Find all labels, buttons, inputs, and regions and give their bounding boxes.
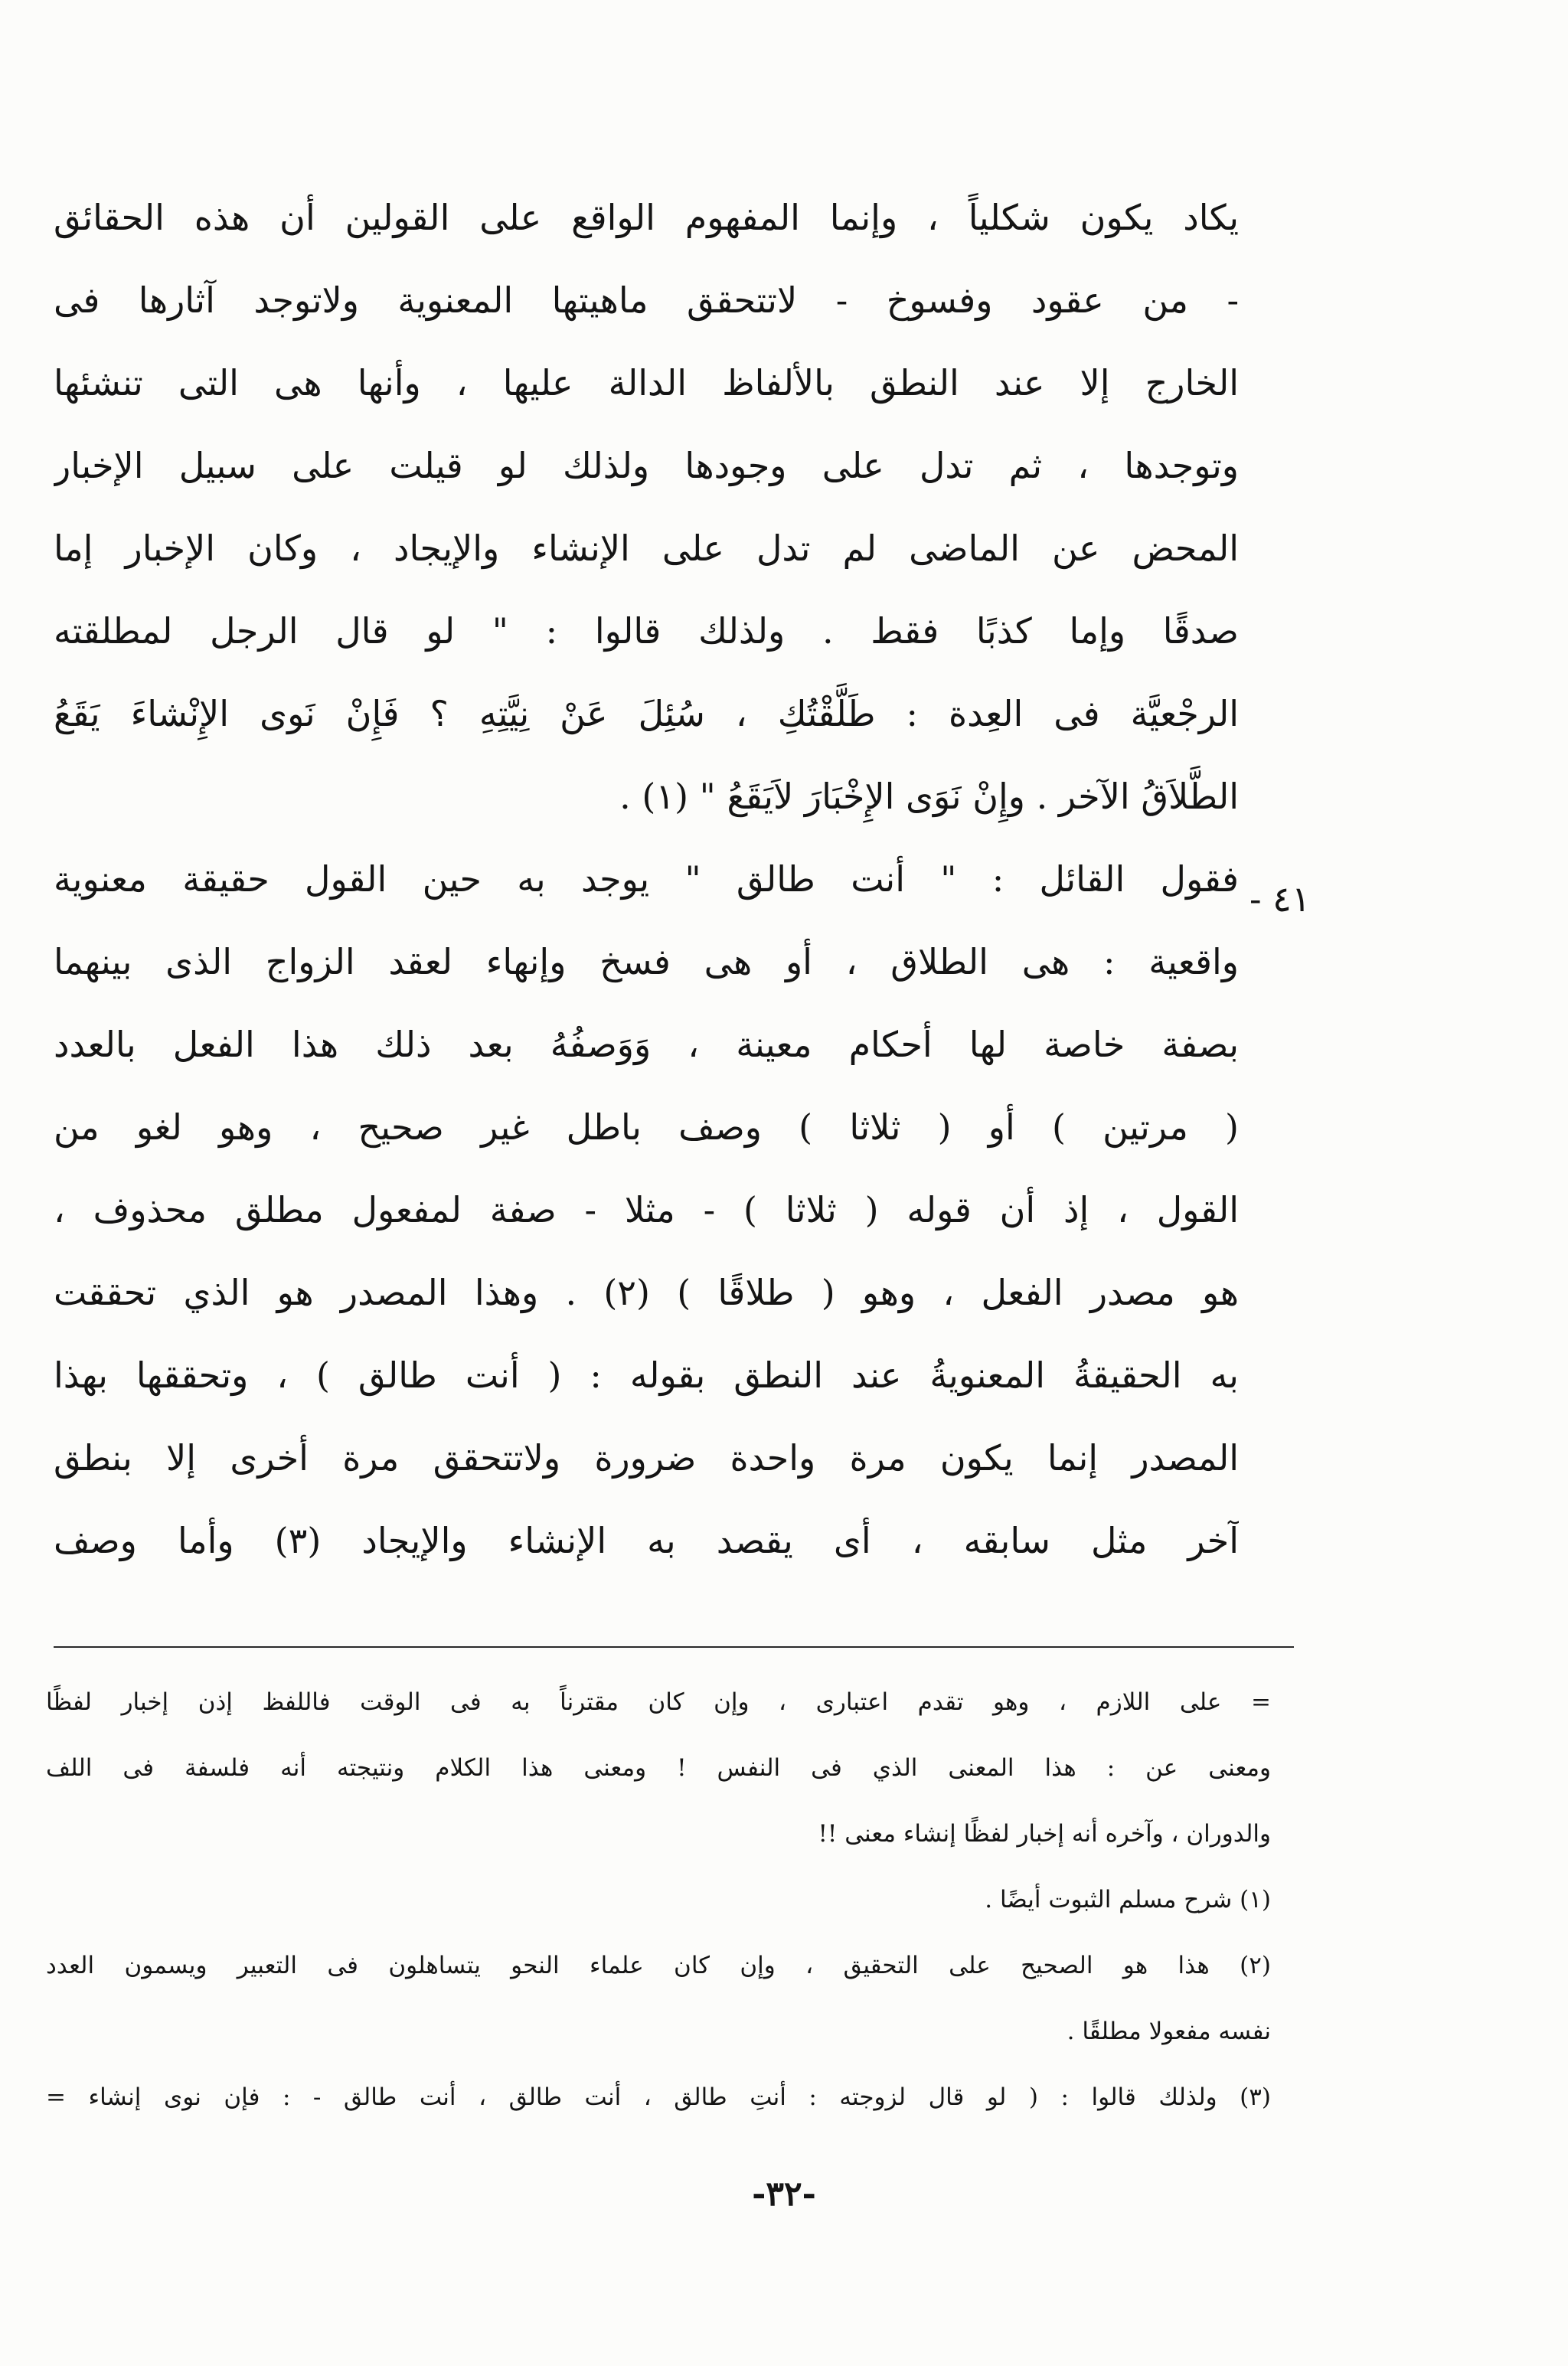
- footnote-line: ومعنى عن : هذا المعنى الذي فى النفس ! ومعنى هذا الكلام ونتيجته أنه فلسفة فى اللف: [46, 1754, 1271, 1782]
- text-line: - من عقود وفسوخ - لاتتحقق ماهيتها المعنوية ولاتوجد آثارها فى: [54, 279, 1239, 321]
- footnote-line: والدوران ، وآخره أنه إخبار لفظًا إنشاء معنى !!: [818, 1820, 1271, 1848]
- footnote-divider: [54, 1646, 1294, 1648]
- footnote-line: (١) شرح مسلم الثبوت أيضًا .: [985, 1886, 1271, 1913]
- text-line: فقول القائل : " أنت طالق " يوجد به حين القول حقيقة معنوية: [54, 858, 1239, 900]
- text-line: المصدر إنما يكون مرة واحدة ضرورة ولاتتحقق مرة أخرى إلا بنطق: [54, 1437, 1239, 1479]
- footnote-line: نفسه مفعولا مطلقًا .: [1067, 2018, 1271, 2045]
- main-text: [54, 176, 1239, 1582]
- text-line: الخارج إلا عند النطق بالألفاظ الدالة عليها ، وأنها هى التى تنشئها: [54, 362, 1239, 404]
- text-line: الطَّلاَقُ الآخر . وإِنْ نَوَى الإِخْبَارَ لاَيَقَعُ " (١) .: [619, 776, 1239, 817]
- text-line: وتوجدها ، ثم تدل على وجودها ولذلك لو قيلت على سبيل الإخبار: [54, 445, 1239, 486]
- footnote-line: (٣) ولذلك قالوا : ( لو قال لزوجته : أنتِ طالق ، أنت طالق ، أنت طالق - : فإن نوى إنشاء =: [46, 2083, 1271, 2111]
- text-line: يكاد يكون شكلياً ، وإنما المفهوم الواقع على القولين أن هذه الحقائق: [54, 197, 1239, 238]
- text-line: به الحقيقةُ المعنويةُ عند النطق بقوله : ( أنت طالق ) ، وتحققها بهذا: [54, 1355, 1239, 1396]
- text-line: المحض عن الماضى لم تدل على الإنشاء والإيجاد ، وكان الإخبار إما: [54, 528, 1239, 569]
- footnote-line: = على اللازم ، وهو تقدم اعتبارى ، وإن كان مقترناً به فى الوقت فاللفظ إذن إخبار لفظًا: [46, 1688, 1271, 1716]
- text-line: واقعية : هى الطلاق ، أو هى فسخ وإنهاء لعقد الزواج الذى بينهما: [54, 941, 1239, 982]
- text-line: القول ، إذ أن قوله ( ثلاثا ) - مثلا - صفة لمفعول مطلق محذوف ،: [54, 1189, 1239, 1230]
- footnote-line: (٢) هذا هو الصحيح على التحقيق ، وإن كان علماء النحو يتساهلون فى التعبير ويسمون العدد: [46, 1952, 1271, 1979]
- page-number: -٣٢-: [752, 2175, 816, 2214]
- text-line: ( مرتين ) أو ( ثلاثا ) وصف باطل غير صحيح ، وهو لغو من: [54, 1106, 1239, 1148]
- text-line: صدقًا وإما كذبًا فقط . ولذلك قالوا : " لو قال الرجل لمطلقته: [54, 610, 1239, 652]
- text-line: آخر مثل سابقه ، أى يقصد به الإنشاء والإيجاد (٣) وأما وصف: [54, 1520, 1239, 1561]
- text-line: هو مصدر الفعل ، وهو ( طلاقًا ) (٢) . وهذا المصدر هو الذي تحققت: [54, 1272, 1239, 1313]
- paragraph-number: ٤١ -: [1250, 878, 1311, 920]
- footnotes: [46, 1669, 1271, 2130]
- text-line: الرجْعيَّة فى العِدة : طَلَّقْتُكِ ، سُئِلَ عَنْ نِيَّتِهِ ؟ فَإِنْ نَوى الإِنْشاءَ يَقَعُ: [54, 693, 1239, 734]
- text-line: بصفة خاصة لها أحكام معينة ، وَوَصفُهُ بعد ذلك هذا الفعل بالعدد: [54, 1024, 1239, 1065]
